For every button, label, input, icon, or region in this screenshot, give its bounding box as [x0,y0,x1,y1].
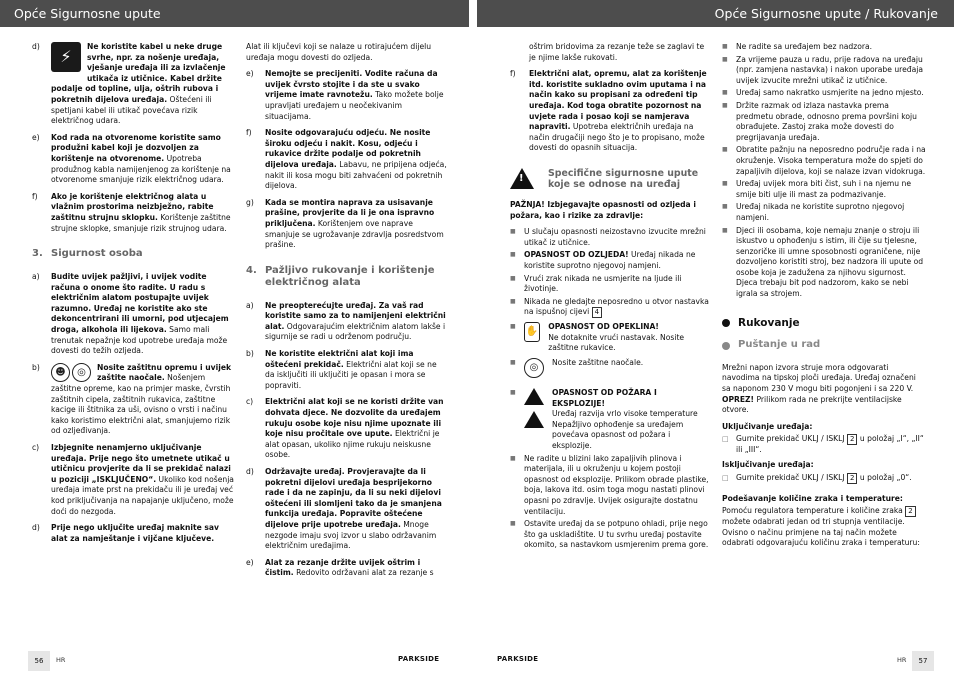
item-d2: d) Prije nego uključite uređaj maknite sav alat za namještanje i vijčane ključeve. [32,523,219,543]
item-d: d) ⚡ Ne koristite kabel u neke druge svrhe, npr. za nošenje uređaja, vješanje uređaja ili za izvlačenje utikača iz utičnice. Kabel držite podalje od topline, ulja, oštrih rubova i pokretnih dijelova uređaja. Oštećeni ili spetljani kabel ili utikač povećava rizik električnog udara. [32,42,226,126]
paragraph: oštrim bridovima za rezanje teže se zaglavi te je njime lakše rukovati. [529,42,705,62]
item-c: c) Izbjegnite nenamjerno uključivanje uređaja. Prije nego što umetnete utikač u utičnicu provjerite da li se prekidač nalazi u poziciji „ISKLJUČENO“. Ukoliko kod nošenja uređaja imate prst na prekidaču ili je uređaj već kod priključivanja na napajanje uključeno, može doći do nezgoda. [32,443,234,516]
goggles-icon: ◎ [524,358,544,378]
section-title-rukovanje: Rukovanje [722,318,926,329]
explosion-warning-icon [524,411,544,428]
section-4-title: 4. Pažljivo rukovanje i korištenje električnog alata [246,264,435,288]
column-3 [510,42,711,553]
section-title-pustanje: Puštanje u rad [722,340,926,351]
bullet-dot-icon [722,319,730,327]
item-e: e) Nemojte se precijeniti. Vodite računa da uvijek čvrsto stojite i da ste u svako vrijeme imate ravnotežu. Tako možete bolje upravljati uređajem u neočekivanim situacijama. [246,69,444,121]
item-a: a) Ne preopterećujte uređaj. Za vaš rad koristite samo za to namijenjeni električni alat. Odgovarajućim električnim alatom lakše i sigurnije se radi u održenom području. [246,300,446,342]
list-item: ■ Uređaj samo nakratko usmjerite na jedno mjesto. [722,88,924,98]
header-right: Opće Sigurnosne upute / Rukovanje [477,0,954,27]
warning-heading: ! Specifične sigurnosne upute koje se odnose na uređaj [510,168,711,190]
paragraph: Pomoću regulatora temperature i količine zraka 2 možete odabrati jedan od tri stupnja ventilacije. Ovisno o načinu primjene na taj način možete odabrati odgovarajuću količinu zraka i temperaturu: [722,506,920,548]
item-f: f) Ako je korištenje električnog alata u vlažnim prostorima neizbježno, rabite zaštitnu strujnu sklopku. Korištenje zaštitne strujne sklopke, smanjuje rizik strujnog udara. [32,191,231,233]
list-item: ■ Ostavite uređaj da se potpuno ohladi, prije nego što ga uskladištite. U tu svrhu uređaj postavite okomito, sa nastavkom usmjerenim prema gore. [510,519,709,550]
item-a: a) Budite uvijek pažljivi, i uvijek vodite računa o onome što radite. U radu s električnim alatom postupajte uvijek razumno. Uređaj ne koristite ako ste dekoncentrirani ili umorni, pod utjecajem droga, alkohola ili lijekova. Samo mali trenutak nepažnje kod upotrebe uređaja može dovesti do težih ozljeda. [32,272,229,356]
list-item: ■ OPASNOST OD OZLJEDA! Uređaj nikada ne koristite suprotno njegovoj namjeni. [510,250,696,270]
list-item: ■ Uređaj nikada ne koristite suprotno njegovoj namjeni. [722,202,905,222]
warning-triangle-icon: ! [510,168,534,189]
item-f: f) Električni alat, opremu, alat za korištenje itd. koristite sukladno ovim uputama i na način kako su propisani za određeni tip uređaja. Kod toga obratite pozornost na uvjete rada i posao koji se namjerava napraviti. Upotreba električnih uređaja na način drugačiji nego što je to propisano, može dovesti do opasnih situacija. [510,69,707,153]
list-item: ■ Ne radite u blizini lako zapaljivih plinova i materijala, ili u okruženju u kojem postoji opasnost od eksplozije. Prilikom obrade plastike, boja, lakova itd. osim toga mogu nastati plinovi opasni po zdravlje. Uvijek osigurajte dostatnu ventilaciju. [510,453,709,516]
list-item: ■ OPASNOST OD POŽARA I EKSPLOZIJE! Uređaj razvija vrlo visoke temperature Nepažljivo ophođenje sa uređajem povećava opasnost od požara i eksplozije. [510,388,698,451]
item-e2: e) Alat za rezanje držite uvijek oštrim i čistim. Redovito održavani alat za rezanje s [246,557,434,578]
page-number-right: 57 [912,651,934,671]
page-number-left: 56 [28,651,50,671]
list-item: ■ U slučaju opasnosti neizostavno izvucite mrežni utikač iz utičnice. [510,227,706,247]
list-item: ■ Ne radite sa uređajem bez nadzora. [722,42,873,51]
language-right: HR [897,656,907,664]
glasses-icon: ◎ [72,363,91,382]
mask-icon: ☻ [51,363,70,382]
paragraph: Alat ili ključevi koji se nalaze u rotirajućem dijelu uređaja mogu dovesti do ozljeda. [246,42,432,62]
item-b: b) ☻ ◎ Nosite zaštitnu opremu i uvijek zaštite naočale. Nošenjem zaštitne opreme, kao na primjer maske, čvrstih zaštitnih cipela, zaštitnih rukavica, zaštitne kacige ili štitnika za uši, ovisno o vrsti i načinu kako koristimo električni alat, smanjujemo rizik od ozljeđivanja. [32,362,232,436]
attention-text: PAŽNJA! Izbjegavajte opasnosti od ozljeda i požara, kao i rizike za zdravlje: [510,199,696,220]
list-item: ■ ◎ Nosite zaštitne naočale. [510,358,711,380]
item-f: f) Nosite odgovarajuću odjeću. Ne nosite široku odjeću i nakit. Kosu, odjeću i rukavice držite podalje od pokretnih dijelova uređaja. Labavu, ne pripijena odjeća, nakit ili kosa mogu biti zahvaćeni od pokretnih dijelova. [246,128,447,191]
plug-warning-icon: ⚡ [51,42,81,72]
item-b: b) Ne koristite električni alat koji ima oštećeni prekidač. Električni alat koji se ne da isključiti ili uključiti je opasan i mora se popraviti. [246,349,437,390]
language-left: HR [56,656,66,664]
subheading: Isključivanje uređaja: [722,460,814,469]
fire-warning-icon [524,388,544,405]
list-item: ■ Vrući zrak nikada ne usmjerite na ljude ili životinje. [510,273,682,294]
brand-logo-left: PARKSIDE [398,655,440,663]
subheading: Uključivanje uređaja: [722,421,813,431]
list-item: □ Gurnite prekidač UKLJ / ISKLJ 2 u položaj „0“. [722,472,912,482]
brand-logo-right: PARKSIDE [497,655,539,663]
list-item: ■ Uređaj uvijek mora biti čist, suh i na njemu ne smije biti ulje ili mast za podmazivanje. [722,179,912,199]
subheading: Podešavanje količine zraka i temperature: [722,493,903,503]
list-item: ■ Za vrijeme pauza u radu, prije radova na uređaju (npr. zamjena nastavka) i nakon uporabe uređaja uvijek izvucite mrežni utikač iz utičnice. [722,54,924,85]
item-e: e) Kod rada na otvorenome koristite samo produžni kabel koji je dozvoljen za korištenje na otvorenome. Upotreba produžnog kabla namijenjenog za korištenje na otvorenome smanjuje rizik električnog udara. [32,132,231,185]
list-item: ■ Obratite pažnju na neposredno područje rada i na okruženje. Visoka temperatura može do spjeti do zapaljivih dijelova, koji se nalaze izvan vidokruga. [722,145,926,176]
list-item: □ Gurnite prekidač UKLJ / ISKLJ 2 u položaj „I“, „II“ ili „III“. [722,434,924,455]
paragraph: Mrežni napon izvora struje mora odgovarati navodima na tipskoj ploči uređaja. Uređaj označeni sa naponom 230 V mogu biti pogonjeni i sa 220 V. OPREZ! Prilikom rada ne prekrijte ventilacijske otvore. [722,362,916,415]
item-c: c) Električni alat koji se ne koristi držite van dohvata djece. Ne dozvolite da uređajem rukuju osobe koje nisu njime upoznate ili koje nisu pročitale ove upute. Električni je alat opasan, ukoliko njime rukuju neiskusne osobe. [246,397,444,460]
bullet-dot-icon [722,342,730,350]
header-left: Opće Sigurnosne upute [0,0,469,27]
column-2 [246,42,447,585]
column-1 [32,42,237,550]
column-4 [722,42,926,555]
section-3-title: 3. Sigurnost osoba [32,248,143,260]
item-g: g) Kada se montira naprava za usisavanje prašine, provjerite da li je ona ispravno priključena. Korištenjem ove naprave smanjuje se ugrožavanje zdravlja posredstvom prašine. [246,197,444,250]
list-item: ■ Držite razmak od izlaza nastavka prema predmetu obrade, odnosno prema površini koju obrađujete. Zastoj zraka može dovesti do pregrijavanja uređaja. [722,100,917,142]
item-d: d) Održavajte uređaj. Provjeravajte da li pokretni dijelovi uređaja besprijekorno rade i da ne zapinju, da li su neki dijelovi oštećeni ili slomljeni tako da je smanjena funkcija uređaja. Popravite oštećene dijelove prije upotrebe uređaja. Mnoge nezgode imaju svoj izvor u slabo održavanim električnim uređajima. [246,467,442,551]
glove-icon: ✋ [524,322,540,342]
list-item: ■ Nikada ne gledajte neposredno u otvor nastavka na ispušnoj cijevi 4 [510,296,709,317]
list-item: ■ ✋ OPASNOST OD OPEKLINA! Ne dotaknite vrući nastavak. Nosite zaštitne rukavice. [510,322,685,353]
list-item: ■ Djeci ili osobama, koje nemaju znanje o stroju ili iskustvo u ophođenju s istim, ili čije su tjelesne, senzoričke ili umne sposobnosti ograničene, nije dozvoljeno koristiti stroj, bez nadzora ili upute od osobe koja je zadužena za njihovu sigurnost. Djeca trebaju bit pod nadzorom, kako se nebi igrala sa strojem. [722,225,924,299]
